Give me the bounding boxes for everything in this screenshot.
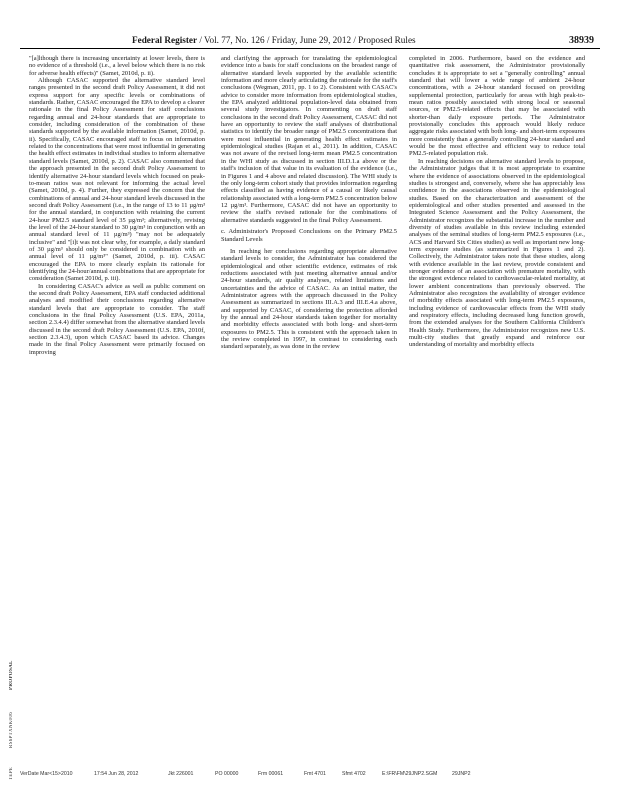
section-heading: c. Administrator's Proposed Conclusions on the Primary PM2.5 Standard Levels [221, 227, 397, 243]
paragraph: In reaching decisions on alternative standard levels to propose, the Administrator judges that it is most appropriate to examine where the evidence of associations observed in the epidemiological studies is strongest and, conversely, where she has appreciably less confidence in the associations observed in the epidemiological studies. Based on the characterization and assessment of the epidemiological and other studies presented and assessed in the Integrated Science Assessment and the Policy Assessment, the Administrator recognizes the substantial increase in the number and diversity of studies available in this review including extended analyses of the seminal studies of long-term PM2.5 exposures (i.e., ACS and Harvard Six Cities studies) as well as important new long-term exposure studies (as summarized in Figures 1 and 2). Collectively, the Administrator takes note that these studies, along with evidence available in the last review, provide consistent and stronger evidence of an association with premature mortality, with the strongest evidence related to cardiovascular-related mortality, at lower ambient concentrations than previously observed. The Administrator also recognizes the availability of stronger evidence of morbidity effects associated with long-term PM2.5 exposures, including evidence of cardiovascular effects from the WHI study and respiratory effects, including decreased lung function growth, from the extended analyses for the Southern California Children's Health Study. Furthermore, the Administrator recognizes new U.S. multi-city studies that greatly expand and reinforce our understanding of mortality and morbidity effects [409, 157, 585, 349]
header-citation [132, 34, 416, 47]
margin-mark-proposal: PROPOSAL [9, 660, 14, 690]
paragraph: In considering CASAC's advice as well as public comment on the second draft Policy Assessment, EPA staff conducted additional analyses and modified their conclusions regarding alternative standard levels that are appropriate to consider. The staff conclusions in the final Policy Assessment (U.S. EPA, 2011a, section 2.3.4.4) differ somewhat from the alternative standard levels discussed in the second draft Policy Assessment (U.S. EPA, 2010f, section 2.3.4.3), upon which CASAC based its advice. Changes made in the final Policy Assessment were primarily focused on improving [29, 282, 205, 356]
margin-mark-code: RS6PTXNK006 [9, 711, 14, 748]
paragraph: and clarifying the approach for translating the epidemiological evidence into a basis for staff conclusions on the broadest range of alternative standard levels supported by the available scientific information and more clearly articulating the rationale for the staff's conclusions (Wegman, 2011, pp. 1 to 2). Consistent with CASAC's advice to consider more information from epidemiological studies, the EPA analyzed additional population-level data obtained from several study investigators. In commenting on draft staff conclusions in the second draft Policy Assessment, CASAC did not have an opportunity to review the staff analyses of distributional statistics to identify the broader range of PM2.5 concentrations that were most influential in generating health effect estimates in epidemiological studies (Rajan et al., 2011). In addition, CASAC was not aware of the revised long-term mean PM2.5 concentration in the WHI study as discussed in section III.D.1.a above or the staff's inclusion of that value in its evaluation of the evidence (i.e., in Figures 1 and 4 above and related discussion). The WHI study is the only long-term cohort study that provides information regarding effects classified as having evidence of a causal or likely causal relationship associated with a long-term PM2.5 concentration below 12 µg/m³. Furthermore, CASAC did not have an opportunity to review the staff's revised rationale for the combinations of alternative standards suggested in the final Policy Assessment. [221, 55, 397, 224]
footer-fmt: Fmt 4701 [304, 771, 326, 777]
footer-code: 29JNP2 [452, 771, 471, 777]
text-column-3 [409, 55, 585, 349]
footer-frm: Frm 00061 [258, 771, 284, 777]
text-column-1 [29, 55, 205, 356]
paragraph: completed in 2006. Furthermore, based on the evidence and quantitative risk assessment, the Administrator provisionally concludes it is appropriate to set a "generally controlling" annual standard that will lower a wide range of ambient 24-hour concentrations, with a 24-hour standard focused on providing supplemental protection, particularly for areas with high peak-to-mean ratios possibly associated with strong local or seasonal sources, or PM2.5-related effects that may be associated with shorter-than daily exposure periods. The Administrator provisionally concludes this approach would likely reduce aggregate risks associated with both long- and short-term exposures more consistently than a generally controlling 24-hour standard and would be the most effective and efficient way to reduce total PM2.5-related population risk. [409, 55, 585, 158]
publication-name: Federal Register [132, 35, 198, 45]
footer-verdate: VerDate Mar<15>2010 [20, 771, 73, 777]
paragraph: "[a]lthough there is increasing uncertainty at lower levels, there is no evidence of a threshold (i.e., a level below which there is no risk for adverse health effects)" (Samet, 2010d, p. ii). [29, 55, 205, 77]
page-header [20, 34, 600, 49]
text-column-2 [221, 55, 397, 351]
page-footer [20, 771, 600, 781]
footer-sfmt: Sfmt 4702 [342, 771, 366, 777]
page-number: 38939 [569, 35, 594, 46]
margin-mark-short: TEPE [9, 766, 14, 780]
footer-file: E:\FR\FM\29JNP2.SGM [382, 771, 438, 777]
paragraph: In reaching her conclusions regarding appropriate alternative standard levels to consider, the Administrator has considered the epidemiological and other scientific evidence, estimates of risk reductions associated with just meeting alternative annual and/or 24-hour standards, air quality analyses, related limitations and uncertainties and the advice of CASAC. As an initial matter, the Administrator agrees with the approach discussed in the Policy Assessment as summarized in sections III.A.3 and III.E.4.a above, and supported by CASAC, of considering the protection afforded by the annual and 24-hour standards taken together for mortality and morbidity effects associated with both long- and short-term exposures to PM2.5. This is consistent with the approach taken in the review completed in 1997, in contrast to considering each standard separately, as was done in the review [221, 247, 397, 351]
issue-info: / Vol. 77, No. 126 / Friday, June 29, 2012 / Proposed Rules [199, 35, 416, 45]
footer-jkt: Jkt 226001 [168, 771, 194, 777]
footer-time: 17:54 Jun 28, 2012 [94, 771, 139, 777]
footer-po: PO 00000 [215, 771, 239, 777]
paragraph: Although CASAC supported the alternative standard level ranges presented in the second draft Policy Assessment, it did not express support for any specific levels or combinations of standards. Rather, CASAC encouraged the EPA to develop a clearer rationale in the final Policy Assessment for staff conclusions regarding annual and 24-hour standards that are appropriate to consider, including consideration of the combination of these standards supported by the available information (Samet, 2010d, p. ii). Specifically, CASAC encouraged staff to focus on information related to the concentrations that were most influential in generating the health effect estimates in individual studies to inform alternative standard levels (Samet, 2010d, p. 2). CASAC also commented that the approach presented in the second draft Policy Assessment to identify alternative 24-hour standard levels which focused on peak-to-mean ratios was not relevant for informing the actual level (Samet, 2010d, p. 4). Further, they expressed the concern that the combinations of annual and 24-hour standard levels discussed in the second draft Policy Assessment (i.e., in the range of 13 to 11 µg/m³ for the annual standard, in conjunction with retaining the current 24-hour PM2.5 standard level of 35 µg/m³; alternatively, revising the level of the 24-hour standard to 30 µg/m³ in conjunction with an annual standard level of 11 µg/m³) "may not be adequately inclusive" and "[i]t was not clear why, for example, a daily standard of 30 µg/m³ should only be considered in combination with an annual level of 11 µg/m³" (Samet, 2010d, p. iii). CASAC encouraged the EPA to more clearly explain its rationale for identifying the 24-hour/annual combinations that are appropriate for consideration (Samet 2010d, p. iii). [29, 77, 205, 283]
